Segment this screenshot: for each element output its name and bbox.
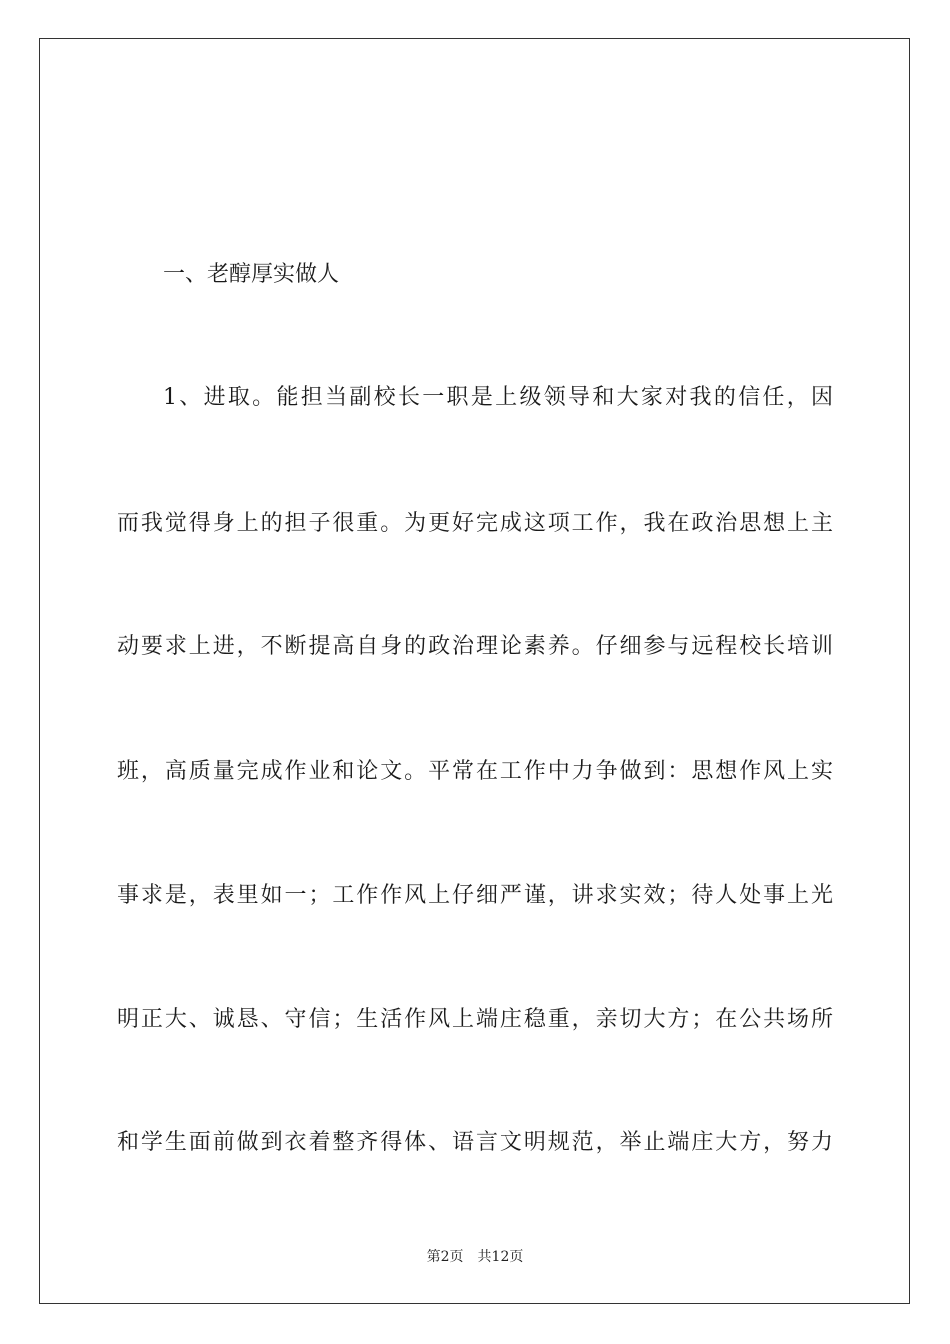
paragraph-line-3: 动要求上进，不断提高自身的政治理论素养。仔细参与远程校长培训 [117,634,833,659]
paragraph-line-5: 事求是，表里如一；工作作风上仔细严谨，讲求实效；待人处事上光 [117,883,833,908]
page-footer [0,1248,950,1266]
page-number-current: 第2页 [426,1249,464,1265]
page-number-total: 共12页 [477,1249,524,1265]
paragraph-line-4: 班，高质量完成作业和论文。平常在工作中力争做到：思想作风上实 [117,759,833,784]
paragraph-line-2: 而我觉得身上的担子很重。为更好完成这项工作，我在政治思想上主 [117,511,833,536]
page-border [39,38,910,1304]
paragraph-line-7: 和学生面前做到衣着整齐得体、语言文明规范，举止端庄大方，努力 [117,1130,833,1155]
paragraph-line-1: 1、进取。能担当副校长一职是上级领导和大家对我的信任，因 [163,385,833,410]
paragraph-line-6: 明正大、诚恳、守信；生活作风上端庄稳重，亲切大方；在公共场所 [117,1007,833,1032]
section-heading: 一、老醇厚实做人 [163,262,340,287]
